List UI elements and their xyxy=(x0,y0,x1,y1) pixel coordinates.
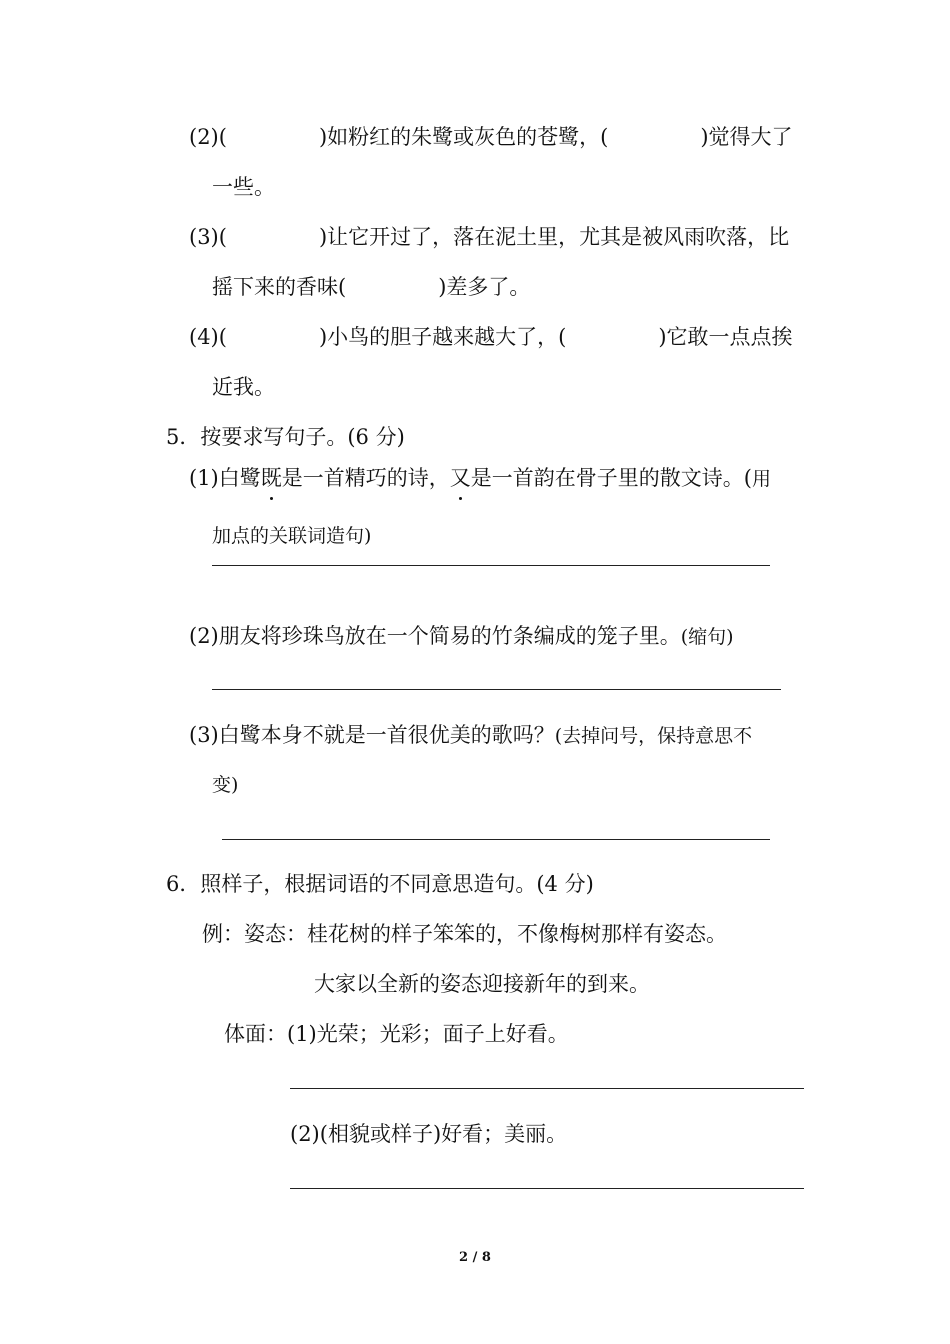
q5-item3-line1: (3)白鹭本身不就是一首很优美的歌吗？(去掉问号，保持意思不 xyxy=(189,723,753,747)
page-number: 2 / 8 xyxy=(459,1250,491,1265)
q5-item1-line1: (1)白鹭既是一首精巧的诗，又是一首韵在骨子里的散文诗。(用 xyxy=(189,466,771,490)
q4-item3-line1: (3)( )让它开过了，落在泥土里，尤其是被风雨吹落，比 xyxy=(189,225,790,249)
q4-item3-line2: 摇下来的香味( )差多了。 xyxy=(212,275,531,299)
answer-line[interactable] xyxy=(290,1088,804,1089)
q5-title: 5．按要求写句子。(6 分) xyxy=(166,425,405,449)
emphasis-dot-char: 又 xyxy=(449,466,471,490)
q6-example-line1: 例：姿态：桂花树的样子笨笨的，不像梅树那样有姿态。 xyxy=(202,922,727,946)
q6-meaning2: (2)(相貌或样子)好看；美丽。 xyxy=(290,1122,568,1146)
q6-title: 6．照样子，根据词语的不同意思造句。(4 分) xyxy=(166,872,594,896)
answer-line[interactable] xyxy=(290,1188,804,1189)
q6-word-line: 体面：(1)光荣；光彩；面子上好看。 xyxy=(224,1022,569,1046)
answer-line[interactable] xyxy=(222,839,770,840)
q6-example-line2: 大家以全新的姿态迎接新年的到来。 xyxy=(314,972,650,996)
q5-item3-line2: 变) xyxy=(212,774,239,796)
emphasis-dot-char: 既 xyxy=(260,466,282,490)
answer-line[interactable] xyxy=(212,689,781,690)
q4-item4-line1: (4)( )小鸟的胆子越来越大了，( )它敢一点点挨 xyxy=(189,325,793,349)
q5-item1-line2: 加点的关联词造句) xyxy=(212,525,372,547)
q5-item2-line1: (2)朋友将珍珠鸟放在一个简易的竹条编成的笼子里。(缩句) xyxy=(189,624,734,648)
q4-item4-line2: 近我。 xyxy=(212,375,275,399)
q4-item2-line2: 一些。 xyxy=(212,175,275,199)
answer-line[interactable] xyxy=(212,565,770,566)
q4-item2-line1: (2)( )如粉红的朱鹭或灰色的苍鹭，( )觉得大了 xyxy=(189,125,793,149)
